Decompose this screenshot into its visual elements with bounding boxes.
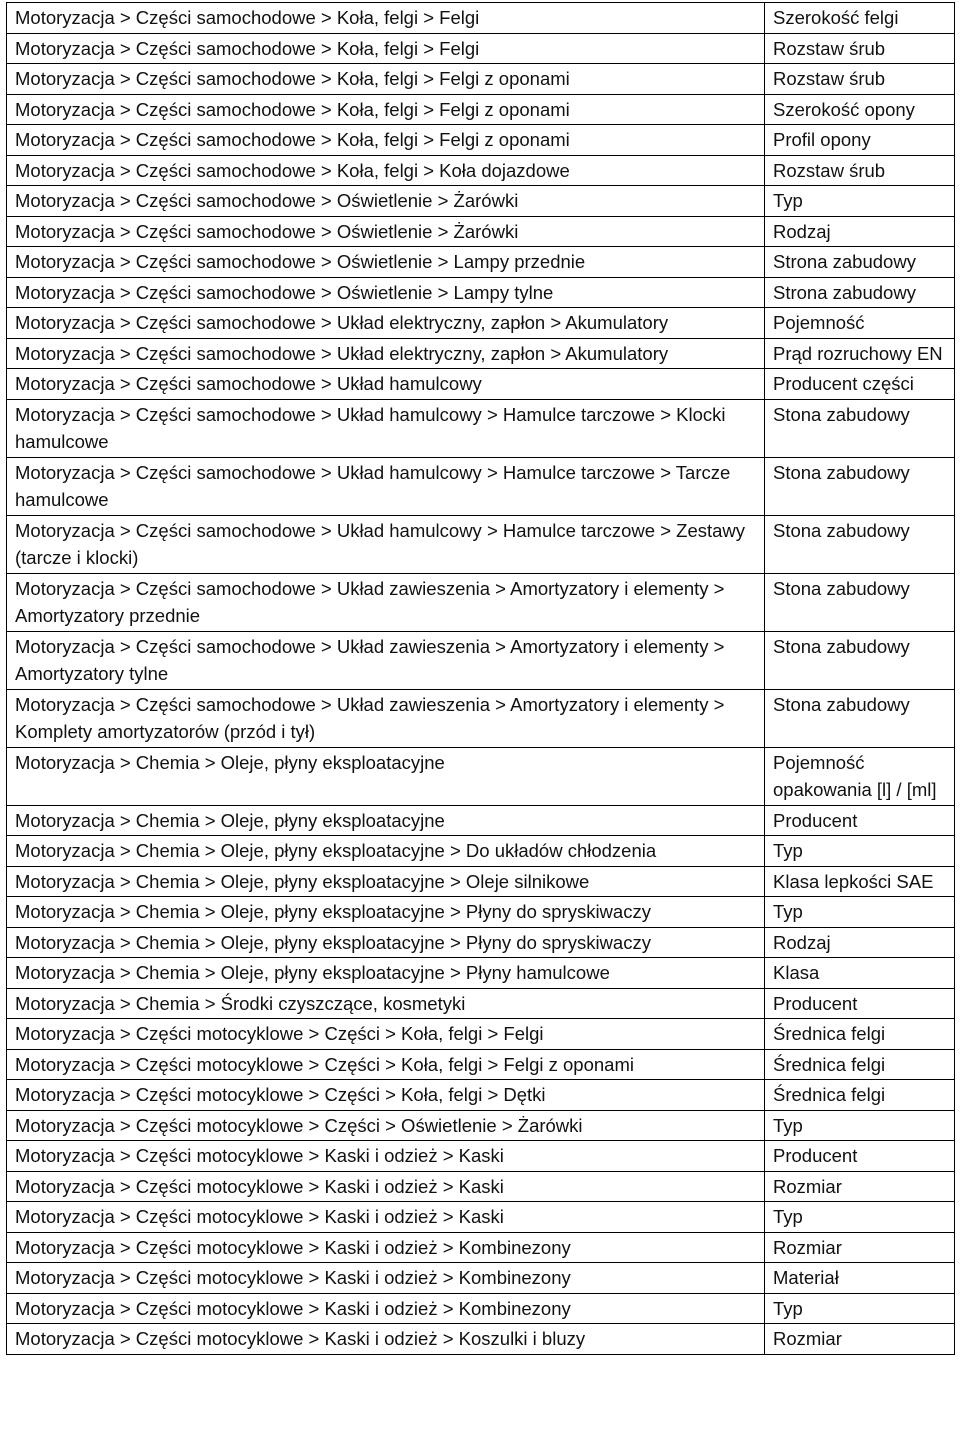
- table-row: [7, 1324, 955, 1355]
- category-path-cell: Motoryzacja > Chemia > Oleje, płyny eksploatacyjne > Oleje silnikowe: [7, 866, 765, 897]
- attribute-cell: Stona zabudowy: [765, 573, 955, 631]
- attribute-cell: Szerokość opony: [765, 94, 955, 125]
- category-path-cell: Motoryzacja > Części motocyklowe > Części > Koła, felgi > Dętki: [7, 1080, 765, 1111]
- category-path-cell: Motoryzacja > Części samochodowe > Układ hamulcowy: [7, 369, 765, 400]
- attribute-cell: Rozstaw śrub: [765, 33, 955, 64]
- table-row: [7, 186, 955, 217]
- category-path-cell: Motoryzacja > Części motocyklowe > Kaski i odzież > Kaski: [7, 1202, 765, 1233]
- attribute-cell: Rozmiar: [765, 1232, 955, 1263]
- category-path-cell: Motoryzacja > Części samochodowe > Układ hamulcowy > Hamulce tarczowe > Klocki hamulcowe: [7, 399, 765, 457]
- table-row: [7, 1110, 955, 1141]
- table-row: [7, 1049, 955, 1080]
- attribute-cell: Stona zabudowy: [765, 689, 955, 747]
- category-path-cell: Motoryzacja > Chemia > Oleje, płyny eksploatacyjne > Płyny do spryskiwaczy: [7, 897, 765, 928]
- attribute-cell: Rozmiar: [765, 1324, 955, 1355]
- attribute-cell: Typ: [765, 186, 955, 217]
- attribute-cell: Rozstaw śrub: [765, 64, 955, 95]
- category-path-cell: Motoryzacja > Części samochodowe > Oświetlenie > Lampy przednie: [7, 247, 765, 278]
- table-row: [7, 1293, 955, 1324]
- category-path-cell: Motoryzacja > Części motocyklowe > Kaski i odzież > Koszulki i bluzy: [7, 1324, 765, 1355]
- table-row: [7, 897, 955, 928]
- table-row: [7, 308, 955, 339]
- category-path-cell: Motoryzacja > Części motocyklowe > Części > Koła, felgi > Felgi z oponami: [7, 1049, 765, 1080]
- table-row: [7, 1263, 955, 1294]
- attribute-cell: Producent: [765, 988, 955, 1019]
- table-row: [7, 125, 955, 156]
- attribute-cell: Klasa: [765, 958, 955, 989]
- table-row: [7, 747, 955, 805]
- table-row: [7, 866, 955, 897]
- table-row: [7, 94, 955, 125]
- category-attribute-table: [6, 2, 955, 1355]
- category-path-cell: Motoryzacja > Części samochodowe > Układ zawieszenia > Amortyzatory i elementy > Amortyzatory tylne: [7, 631, 765, 689]
- category-path-cell: Motoryzacja > Części samochodowe > Oświetlenie > Żarówki: [7, 216, 765, 247]
- table-row: [7, 64, 955, 95]
- attribute-cell: Średnica felgi: [765, 1049, 955, 1080]
- attribute-cell: Typ: [765, 1110, 955, 1141]
- table-row: [7, 515, 955, 573]
- table-row: [7, 3, 955, 34]
- attribute-cell: Producent: [765, 1141, 955, 1172]
- category-path-cell: Motoryzacja > Części samochodowe > Układ hamulcowy > Hamulce tarczowe > Zestawy (tarcze i klocki): [7, 515, 765, 573]
- attribute-cell: Typ: [765, 836, 955, 867]
- category-path-cell: Motoryzacja > Chemia > Oleje, płyny eksploatacyjne > Do układów chłodzenia: [7, 836, 765, 867]
- attribute-cell: Średnica felgi: [765, 1019, 955, 1050]
- table-row: [7, 1171, 955, 1202]
- category-path-cell: Motoryzacja > Części samochodowe > Układ zawieszenia > Amortyzatory i elementy > Amortyzatory przednie: [7, 573, 765, 631]
- category-path-cell: Motoryzacja > Części motocyklowe > Części > Oświetlenie > Żarówki: [7, 1110, 765, 1141]
- attribute-cell: Typ: [765, 1293, 955, 1324]
- attribute-cell: Rozstaw śrub: [765, 155, 955, 186]
- category-path-cell: Motoryzacja > Chemia > Oleje, płyny eksploatacyjne > Płyny hamulcowe: [7, 958, 765, 989]
- table-row: [7, 155, 955, 186]
- category-path-cell: Motoryzacja > Części samochodowe > Układ elektryczny, zapłon > Akumulatory: [7, 338, 765, 369]
- attribute-cell: Rodzaj: [765, 216, 955, 247]
- table-row: [7, 1202, 955, 1233]
- category-path-cell: Motoryzacja > Części motocyklowe > Kaski i odzież > Kaski: [7, 1141, 765, 1172]
- category-path-cell: Motoryzacja > Chemia > Środki czyszczące, kosmetyki: [7, 988, 765, 1019]
- attribute-cell: Strona zabudowy: [765, 247, 955, 278]
- category-path-cell: Motoryzacja > Części samochodowe > Oświetlenie > Lampy tylne: [7, 277, 765, 308]
- category-path-cell: Motoryzacja > Chemia > Oleje, płyny eksploatacyjne > Płyny do spryskiwaczy: [7, 927, 765, 958]
- attribute-cell: Stona zabudowy: [765, 399, 955, 457]
- table-row: [7, 277, 955, 308]
- table-body: [7, 3, 955, 1355]
- attribute-cell: Szerokość felgi: [765, 3, 955, 34]
- category-path-cell: Motoryzacja > Części samochodowe > Oświetlenie > Żarówki: [7, 186, 765, 217]
- category-path-cell: Motoryzacja > Części samochodowe > Koła, felgi > Koła dojazdowe: [7, 155, 765, 186]
- category-path-cell: Motoryzacja > Części motocyklowe > Kaski i odzież > Kombinezony: [7, 1232, 765, 1263]
- attribute-cell: Stona zabudowy: [765, 457, 955, 515]
- category-path-cell: Motoryzacja > Części samochodowe > Układ elektryczny, zapłon > Akumulatory: [7, 308, 765, 339]
- table-row: [7, 689, 955, 747]
- category-path-cell: Motoryzacja > Części samochodowe > Koła, felgi > Felgi: [7, 33, 765, 64]
- category-path-cell: Motoryzacja > Części samochodowe > Koła, felgi > Felgi z oponami: [7, 64, 765, 95]
- attribute-cell: Stona zabudowy: [765, 515, 955, 573]
- table-row: [7, 369, 955, 400]
- table-row: [7, 573, 955, 631]
- category-path-cell: Motoryzacja > Części samochodowe > Układ hamulcowy > Hamulce tarczowe > Tarcze hamulcowe: [7, 457, 765, 515]
- attribute-cell: Rodzaj: [765, 927, 955, 958]
- category-path-cell: Motoryzacja > Części samochodowe > Koła, felgi > Felgi z oponami: [7, 125, 765, 156]
- category-path-cell: Motoryzacja > Chemia > Oleje, płyny eksploatacyjne: [7, 805, 765, 836]
- table-row: [7, 1141, 955, 1172]
- table-row: [7, 216, 955, 247]
- table-row: [7, 33, 955, 64]
- attribute-cell: Pojemność: [765, 308, 955, 339]
- category-path-cell: Motoryzacja > Części samochodowe > Koła, felgi > Felgi z oponami: [7, 94, 765, 125]
- attribute-cell: Producent części: [765, 369, 955, 400]
- category-path-cell: Motoryzacja > Części samochodowe > Układ zawieszenia > Amortyzatory i elementy > Komplety amortyzatorów (przód i tył): [7, 689, 765, 747]
- attribute-cell: Producent: [765, 805, 955, 836]
- table-row: [7, 338, 955, 369]
- table-row: [7, 1019, 955, 1050]
- attribute-cell: Stona zabudowy: [765, 631, 955, 689]
- table-row: [7, 399, 955, 457]
- table-row: [7, 457, 955, 515]
- table-row: [7, 1232, 955, 1263]
- attribute-cell: Typ: [765, 897, 955, 928]
- category-path-cell: Motoryzacja > Części motocyklowe > Kaski i odzież > Kombinezony: [7, 1293, 765, 1324]
- table-row: [7, 631, 955, 689]
- table-row: [7, 1080, 955, 1111]
- category-path-cell: Motoryzacja > Części motocyklowe > Kaski i odzież > Kaski: [7, 1171, 765, 1202]
- attribute-cell: Profil opony: [765, 125, 955, 156]
- table-row: [7, 988, 955, 1019]
- category-path-cell: Motoryzacja > Części motocyklowe > Części > Koła, felgi > Felgi: [7, 1019, 765, 1050]
- category-path-cell: Motoryzacja > Chemia > Oleje, płyny eksploatacyjne: [7, 747, 765, 805]
- attribute-cell: Strona zabudowy: [765, 277, 955, 308]
- attribute-cell: Klasa lepkości SAE: [765, 866, 955, 897]
- category-path-cell: Motoryzacja > Części samochodowe > Koła, felgi > Felgi: [7, 3, 765, 34]
- table-row: [7, 836, 955, 867]
- table-row: [7, 958, 955, 989]
- attribute-cell: Pojemność opakowania [l] / [ml]: [765, 747, 955, 805]
- table-row: [7, 927, 955, 958]
- attribute-cell: Rozmiar: [765, 1171, 955, 1202]
- attribute-cell: Typ: [765, 1202, 955, 1233]
- attribute-cell: Prąd rozruchowy EN: [765, 338, 955, 369]
- attribute-cell: Średnica felgi: [765, 1080, 955, 1111]
- table-row: [7, 805, 955, 836]
- table-row: [7, 247, 955, 278]
- category-path-cell: Motoryzacja > Części motocyklowe > Kaski i odzież > Kombinezony: [7, 1263, 765, 1294]
- attribute-cell: Materiał: [765, 1263, 955, 1294]
